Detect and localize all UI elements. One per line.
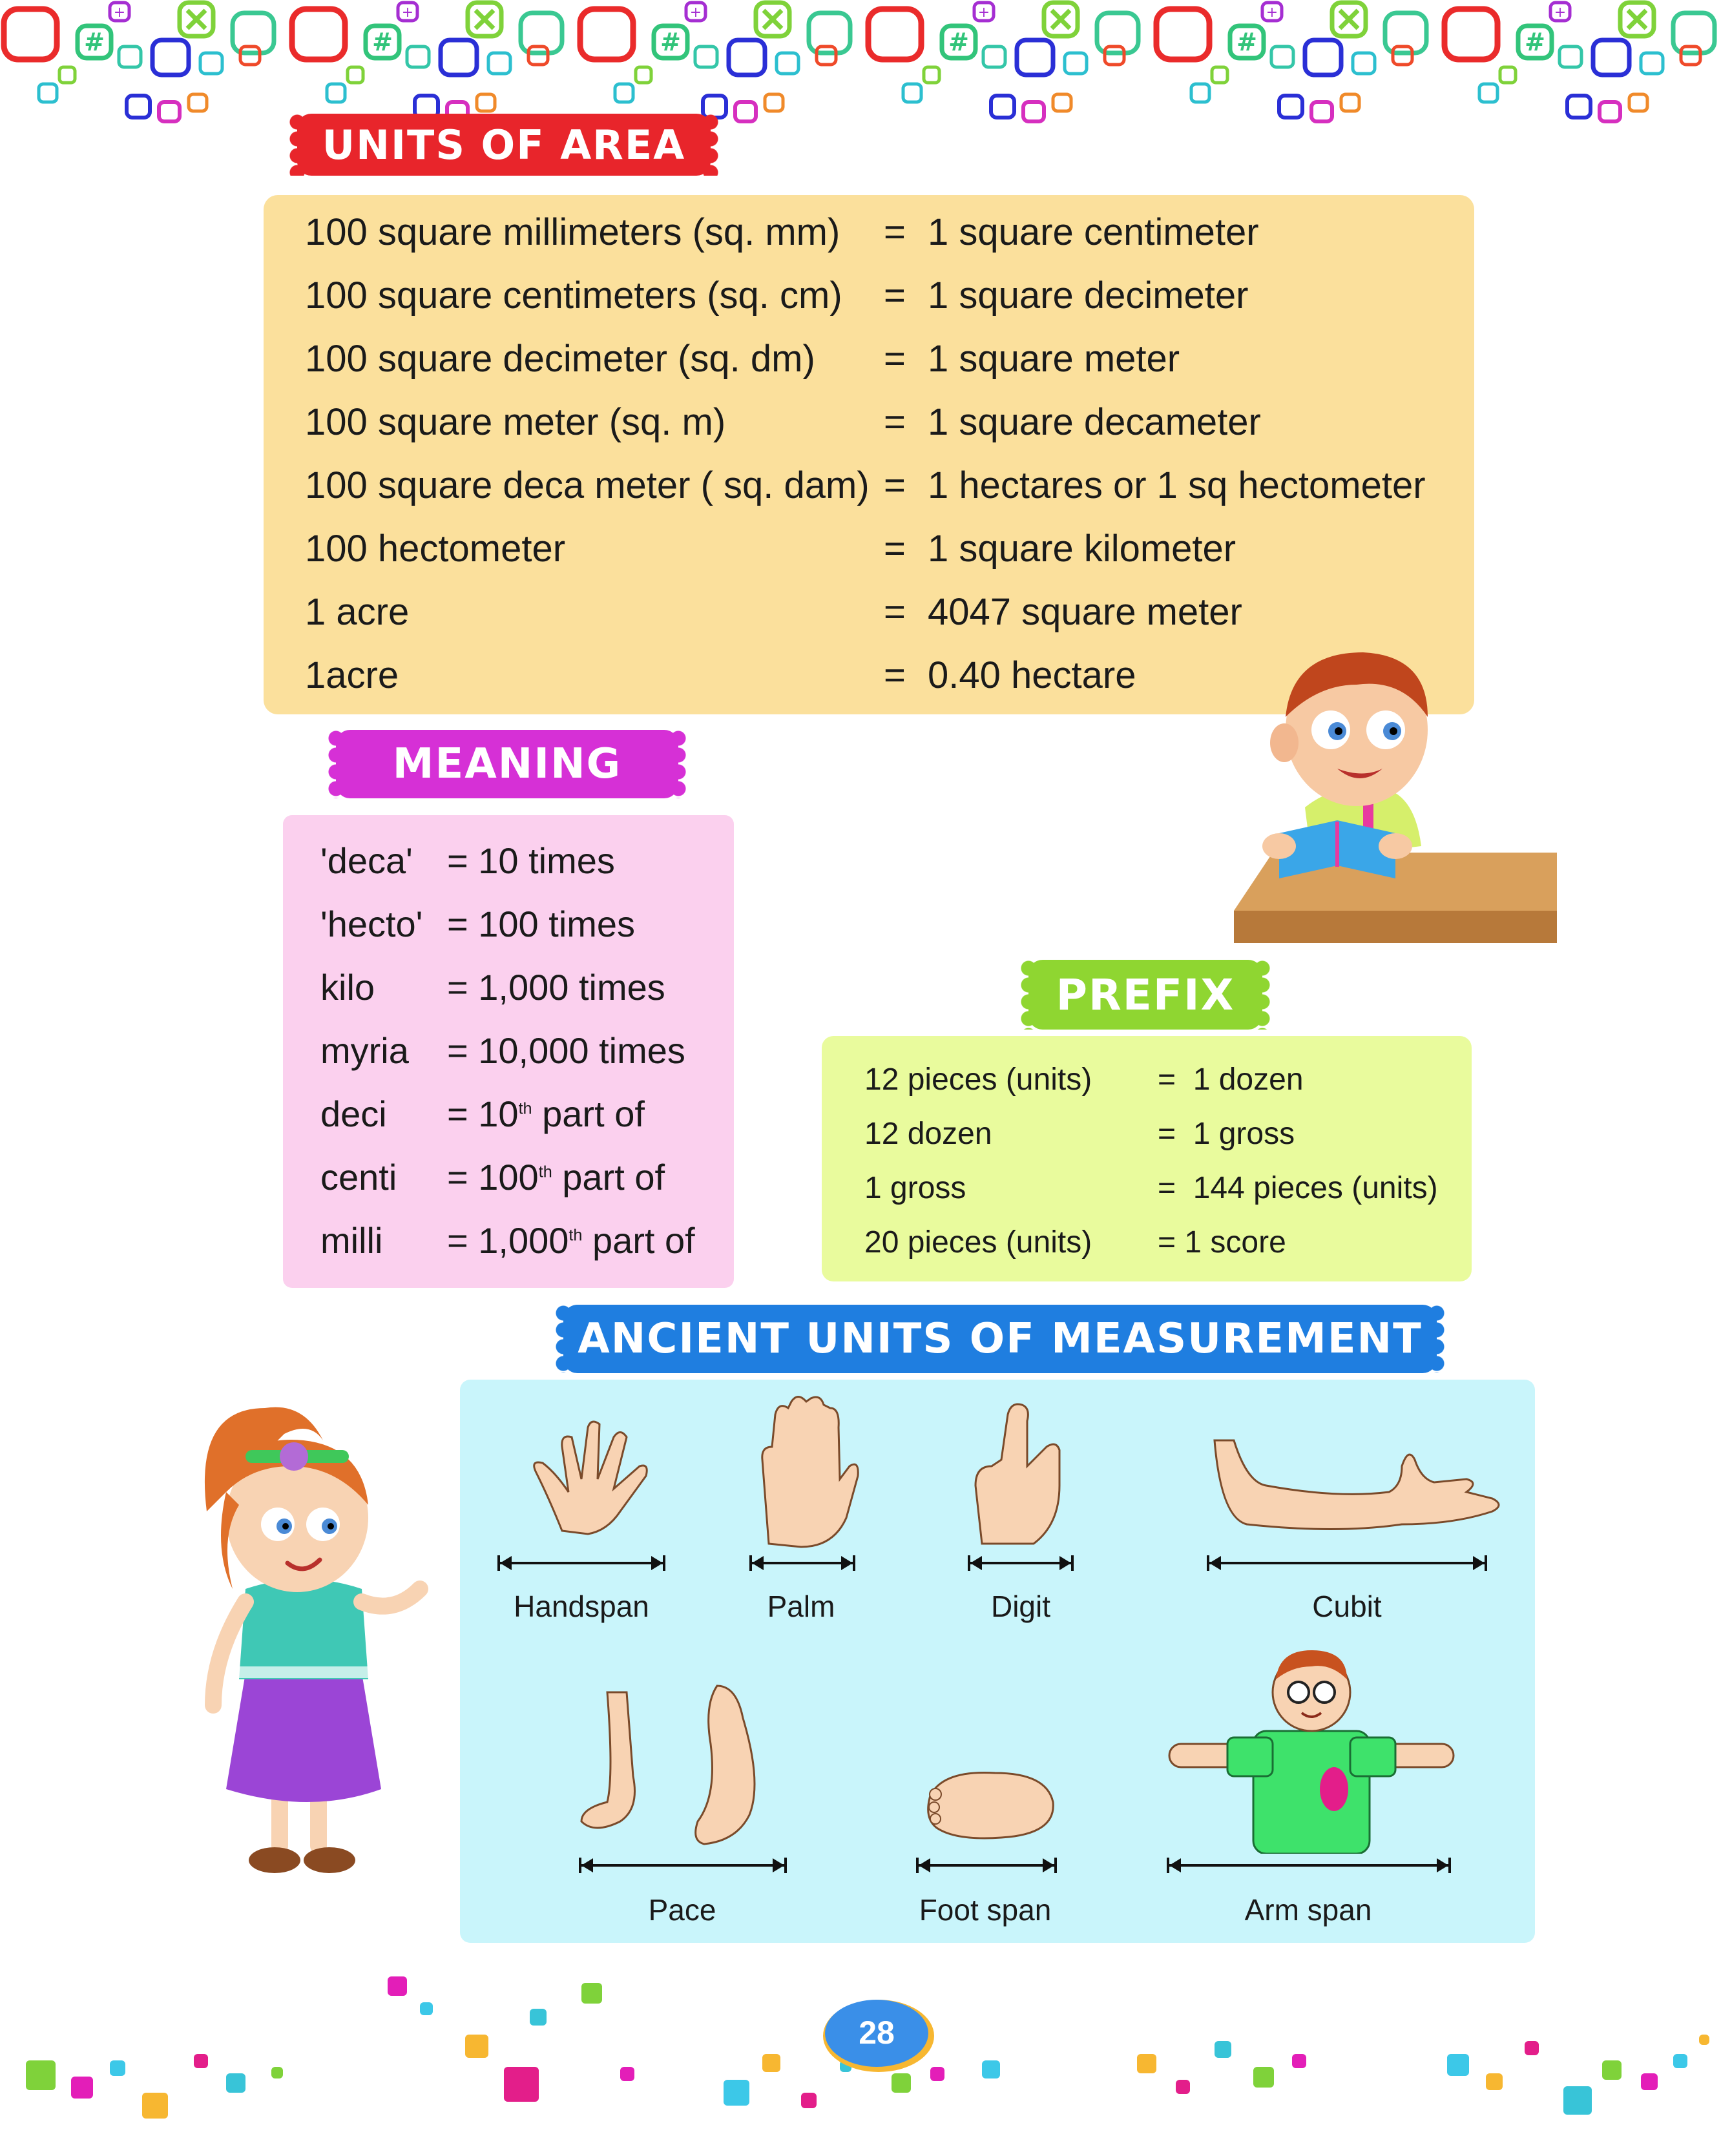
area-row-equals: = [884, 654, 906, 696]
digit-measure-line [968, 1562, 1074, 1564]
confetti-square [26, 2060, 56, 2090]
arm-span-measure-line [1167, 1864, 1451, 1867]
svg-text:+: + [113, 5, 126, 21]
confetti-square [1641, 2073, 1658, 2090]
meaning-heading: MEANING [336, 730, 678, 798]
prefix-row-left: 12 pieces (units) [864, 1062, 1092, 1097]
meaning-value [447, 903, 635, 945]
meaning-value-text: = 10 [447, 1094, 519, 1134]
confetti-square [194, 2054, 208, 2068]
meaning-value [447, 1156, 665, 1198]
handspan-icon [510, 1402, 678, 1544]
confetti-square [71, 2077, 93, 2099]
area-row-left: 100 square deca meter ( sq. dam) [305, 464, 870, 506]
area-row-right: 1 square meter [928, 338, 1180, 380]
area-row-left: 100 hectometer [305, 528, 566, 570]
meaning-term: myria [320, 1030, 409, 1071]
area-row-left: 100 square decimeter (sq. dm) [305, 338, 815, 380]
area-row-right: 0.40 hectare [928, 654, 1136, 696]
confetti-square [1486, 2073, 1503, 2090]
confetti-square [1292, 2054, 1306, 2068]
confetti-square [762, 2054, 780, 2072]
handspan-caption: Handspan [514, 1590, 649, 1623]
confetti-square [1137, 2054, 1156, 2073]
area-row-right: 4047 square meter [928, 591, 1242, 633]
cubit-measure-line [1207, 1562, 1487, 1564]
meaning-value-suffix: part of [532, 1094, 645, 1134]
confetti-square [1699, 2035, 1709, 2045]
area-row-left: 1 acre [305, 591, 410, 633]
page-number: 28 [859, 2015, 895, 2051]
meaning-term: kilo [320, 967, 375, 1008]
foot-span-icon [917, 1757, 1066, 1854]
confetti-square [142, 2093, 168, 2119]
confetti-square [982, 2060, 1000, 2078]
area-row-equals: = [884, 528, 906, 570]
digit-icon [963, 1395, 1105, 1550]
handspan-measure-line [497, 1562, 665, 1564]
palm-caption: Palm [767, 1590, 835, 1623]
confetti-square [801, 2093, 817, 2108]
confetti-square [1563, 2086, 1592, 2115]
prefix-row-right: = 1 gross [1158, 1117, 1295, 1151]
meaning-value-suffix: part of [552, 1157, 665, 1197]
pace-caption: Pace [648, 1893, 716, 1927]
boy-reading-illustration [1208, 639, 1570, 949]
meaning-value-text: = 10 times [447, 840, 615, 881]
area-row-right: 1 square centimeter [928, 211, 1259, 253]
area-row-equals: = [884, 591, 906, 633]
confetti-square [504, 2067, 539, 2102]
confetti-square [388, 1976, 407, 1996]
area-row-left: 1acre [305, 654, 399, 696]
confetti-square [420, 2002, 433, 2015]
area-row-equals: = [884, 338, 906, 380]
confetti-square [724, 2080, 749, 2106]
area-row-right: 1 hectares or 1 sq hectometer [928, 464, 1426, 506]
confetti-square [465, 2035, 488, 2058]
confetti-square [892, 2073, 911, 2093]
meaning-ordinal-suffix: th [568, 1226, 583, 1245]
meaning-term: deci [320, 1094, 387, 1134]
foot-span-caption: Foot span [919, 1893, 1052, 1927]
meaning-term: centi [320, 1157, 397, 1197]
units-of-area-panel [264, 195, 1474, 714]
prefix-heading: PREFIX [1028, 960, 1262, 1030]
confetti-square [1447, 2054, 1469, 2076]
area-row-right: 1 square decameter [928, 401, 1261, 443]
area-row-left: 100 square centimeters (sq. cm) [305, 275, 842, 316]
ancient-units-heading: ANCIENT UNITS OF MEASUREMENT [563, 1305, 1437, 1373]
meaning-value [447, 840, 615, 882]
meaning-ordinal-suffix: th [518, 1099, 532, 1118]
confetti-square [110, 2060, 125, 2076]
meaning-value [447, 1093, 645, 1135]
prefix-row-right: = 1 score [1158, 1225, 1286, 1259]
prefix-row-left: 20 pieces (units) [864, 1225, 1092, 1259]
area-row-equals: = [884, 275, 906, 316]
palm-measure-line [749, 1562, 855, 1564]
confetti-square [530, 2009, 547, 2026]
digit-caption: Digit [990, 1590, 1051, 1623]
palm-icon [743, 1389, 872, 1550]
meaning-term: milli [320, 1220, 383, 1261]
area-row-left: 100 square meter (sq. m) [305, 401, 726, 443]
foot-span-measure-line [916, 1864, 1057, 1867]
arm-span-icon [1163, 1641, 1460, 1854]
area-row-right: 1 square decimeter [928, 275, 1249, 316]
meaning-value [447, 1219, 695, 1261]
confetti-square [1253, 2067, 1274, 2088]
prefix-row-right: = 144 pieces (units) [1158, 1171, 1438, 1205]
prefix-row-left: 1 gross [864, 1171, 966, 1205]
meaning-value-text: = 1,000 times [447, 967, 665, 1008]
meaning-term: 'deca' [320, 840, 413, 881]
confetti-square [1525, 2041, 1539, 2055]
svg-text:#: # [84, 28, 105, 56]
units-of-area-heading: UNITS OF AREA [297, 114, 711, 176]
area-row-equals: = [884, 401, 906, 443]
area-row-equals: = [884, 211, 906, 253]
area-row-right: 1 square kilometer [928, 528, 1236, 570]
prefix-row-left: 12 dozen [864, 1117, 992, 1151]
confetti-square [1176, 2080, 1190, 2094]
girl-pointing-illustration [174, 1395, 433, 1886]
arm-span-caption: Arm span [1244, 1893, 1372, 1927]
prefix-row-right: = 1 dozen [1158, 1062, 1304, 1097]
cubit-caption: Cubit [1312, 1590, 1382, 1623]
pace-icon [568, 1679, 801, 1860]
confetti-square [1215, 2041, 1231, 2058]
confetti-square [620, 2067, 634, 2081]
meaning-value-text: = 100 [447, 1157, 539, 1197]
confetti-square [1673, 2054, 1687, 2068]
confetti-square [1602, 2060, 1622, 2080]
cubit-icon [1208, 1421, 1505, 1537]
confetti-square [581, 1983, 602, 2004]
area-row-left: 100 square millimeters (sq. mm) [305, 211, 840, 253]
confetti-square [226, 2073, 245, 2093]
top-decorative-border [0, 0, 1721, 129]
meaning-term: 'hecto' [320, 904, 423, 944]
meaning-value [447, 966, 665, 1008]
meaning-value-text: = 1,000 [447, 1220, 569, 1261]
meaning-value-suffix: part of [582, 1220, 695, 1261]
confetti-square [271, 2067, 283, 2078]
area-row-equals: = [884, 464, 906, 506]
meaning-value-text: = 10,000 times [447, 1030, 685, 1071]
meaning-ordinal-suffix: th [538, 1163, 552, 1181]
meaning-value [447, 1030, 685, 1072]
pace-measure-line [579, 1864, 787, 1867]
meaning-value-text: = 100 times [447, 904, 636, 944]
